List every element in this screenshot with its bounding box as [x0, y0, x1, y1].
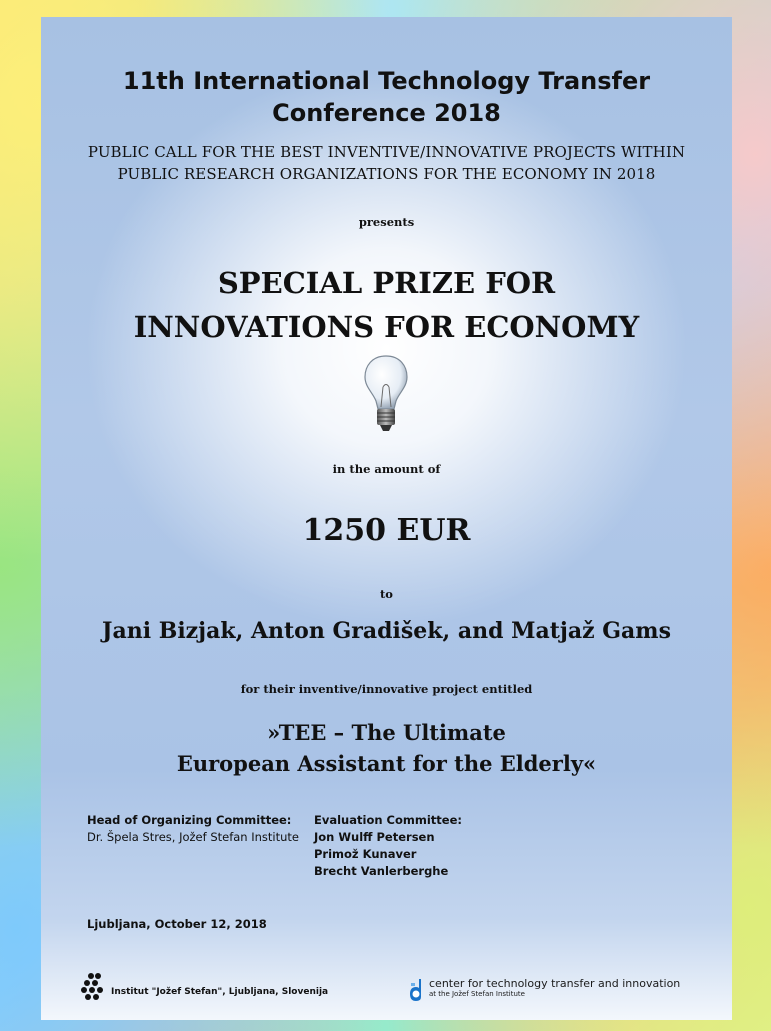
head-committee-heading: Head of Organizing Committee: — [87, 813, 292, 827]
public-call — [41, 141, 732, 185]
conference-title — [41, 65, 732, 129]
evaluation-member: Primož Kunaver — [314, 847, 417, 861]
head-committee-name: Dr. Špela Stres, Jožef Stefan Institute — [87, 830, 299, 844]
awardees: Jani Bizjak, Anton Gradišek, and Matjaž Gams — [102, 618, 671, 644]
project-intro: for their inventive/innovative project entitled — [240, 682, 533, 696]
project-title-line2: European Assistant for the Elderly« — [176, 751, 597, 776]
light-bulb-icon — [361, 353, 411, 435]
ijs-dots-icon — [81, 972, 107, 1004]
presents-label: presents — [358, 215, 415, 229]
conference-title-line1: 11th International Technology Transfer — [122, 67, 651, 95]
ctt-logo-subtext: at the Jožef Stefan Institute — [429, 990, 525, 998]
ctt-logo-text: center for technology transfer and innovation — [429, 977, 681, 990]
prize-amount: 1250 EUR — [302, 513, 471, 548]
certificate — [41, 17, 732, 1020]
place-date: Ljubljana, October 12, 2018 — [87, 917, 267, 931]
project-title — [41, 717, 732, 779]
prize-title — [41, 261, 732, 349]
ctt-logo — [407, 977, 680, 1003]
to-label: to — [380, 587, 393, 601]
public-call-line2: PUBLIC RESEARCH ORGANIZATIONS FOR THE ECONOMY IN 2018 — [117, 165, 656, 183]
evaluation-committee-heading: Evaluation Committee: — [314, 813, 462, 827]
ctt-logo-icon — [407, 977, 425, 1003]
evaluation-committee — [314, 812, 462, 880]
head-organizing-committee — [87, 812, 299, 846]
prize-title-line1: SPECIAL PRIZE FOR — [217, 266, 556, 300]
ijs-logo-text: Institut "Jožef Stefan", Ljubljana, Slovenija — [111, 987, 329, 997]
evaluation-member: Brecht Vanlerberghe — [314, 864, 449, 878]
prize-title-line2: INNOVATIONS FOR ECONOMY — [133, 310, 640, 344]
ijs-logo — [81, 972, 328, 1004]
public-call-line1: PUBLIC CALL FOR THE BEST INVENTIVE/INNOVATIVE PROJECTS WITHIN — [87, 143, 686, 161]
project-title-line1: »TEE – The Ultimate — [267, 720, 506, 745]
evaluation-member: Jon Wulff Petersen — [314, 830, 435, 844]
amount-label: in the amount of — [332, 462, 441, 476]
conference-title-line2: Conference 2018 — [272, 99, 501, 127]
